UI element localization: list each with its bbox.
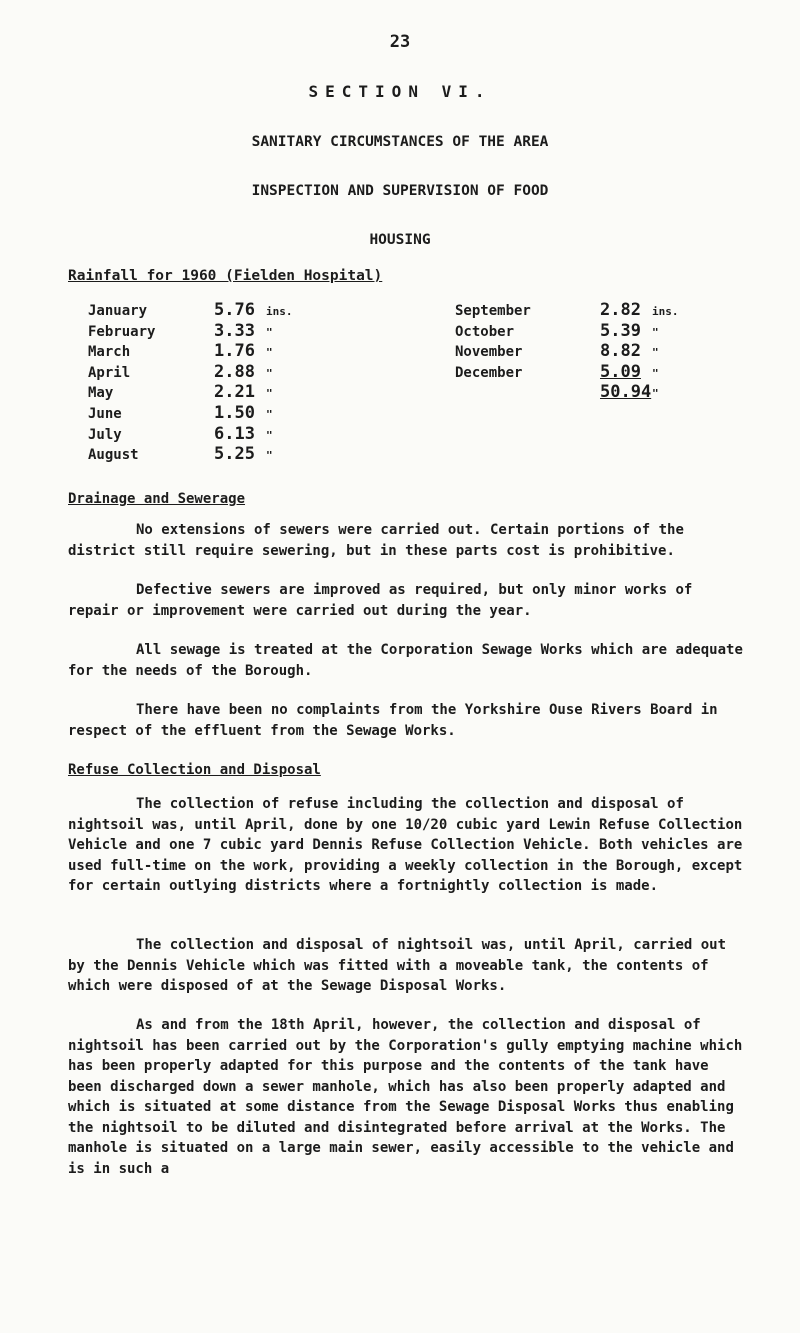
rainfall-unit: " xyxy=(266,428,273,442)
month-label: June xyxy=(88,405,122,422)
rainfall-row xyxy=(88,403,293,424)
rainfall-value: 1.76 xyxy=(214,341,255,362)
rainfall-value: 8.82 xyxy=(600,341,641,362)
rainfall-row xyxy=(455,300,679,321)
rainfall-unit: " xyxy=(266,346,273,360)
rainfall-unit: ins. xyxy=(266,305,293,318)
month-label: March xyxy=(88,344,131,361)
rainfall-unit: " xyxy=(652,346,659,360)
rainfall-table-right xyxy=(455,300,679,403)
rainfall-row xyxy=(455,341,679,362)
rainfall-row xyxy=(88,321,293,342)
rainfall-unit: " xyxy=(652,366,659,380)
rainfall-table-left xyxy=(88,300,293,465)
drainage-paragraph: No extensions of sewers were carried out. Certain portions of the district still require sewering, but in these parts cost is prohibitive. xyxy=(68,522,684,559)
month-label: July xyxy=(88,426,122,443)
refuse-heading: Refuse Collection and Disposal xyxy=(68,762,321,778)
rainfall-row xyxy=(88,362,293,383)
rainfall-value: 5.25 xyxy=(214,444,255,465)
month-label: May xyxy=(88,385,114,402)
drainage-paragraph: Defective sewers are improved as required, but only minor works of repair or improvement were carried out during the year. xyxy=(68,582,693,619)
month-label: October xyxy=(455,323,515,340)
drainage-paragraph: All sewage is treated at the Corporation Sewage Works which are adequate for the needs of the Borough. xyxy=(68,642,743,679)
housing-heading: HOUSING xyxy=(369,232,431,248)
rainfall-value: 3.33 xyxy=(214,320,255,341)
rainfall-total-unit: " xyxy=(652,387,659,401)
rainfall-row xyxy=(455,362,679,383)
rainfall-total-row xyxy=(455,382,679,403)
rainfall-value: 2.88 xyxy=(214,361,255,382)
rainfall-total-value: 50.94 xyxy=(600,382,652,403)
rainfall-row xyxy=(455,321,679,342)
rainfall-value: 2.82 xyxy=(600,300,641,320)
rainfall-row xyxy=(88,444,293,465)
drainage-heading: Drainage and Sewerage xyxy=(68,491,246,507)
month-label: August xyxy=(88,447,139,464)
rainfall-unit: " xyxy=(266,407,273,421)
rainfall-value: 6.13 xyxy=(214,423,255,444)
page-number: 23 xyxy=(389,32,411,52)
section-title: SECTION VI. xyxy=(308,82,492,101)
month-label: November xyxy=(455,344,523,361)
rainfall-heading: Rainfall for 1960 (Fielden Hospital) xyxy=(68,268,383,284)
drainage-paragraph: There have been no complaints from the Yorkshire Ouse Rivers Board in respect of the effluent from the Sewage Works. xyxy=(68,702,718,739)
month-label: December xyxy=(455,364,523,381)
rainfall-unit: " xyxy=(266,366,273,380)
rainfall-value: 5.39 xyxy=(600,320,641,341)
month-label: January xyxy=(88,303,148,319)
month-label: February xyxy=(88,323,156,340)
rainfall-value: 1.50 xyxy=(214,402,255,423)
rainfall-unit: " xyxy=(652,325,659,339)
rainfall-row xyxy=(88,424,293,445)
rainfall-row xyxy=(88,300,293,321)
rainfall-unit: " xyxy=(266,325,273,339)
rainfall-value: 5.76 xyxy=(214,300,255,320)
rainfall-value: 2.21 xyxy=(214,382,255,403)
main-heading: SANITARY CIRCUMSTANCES OF THE AREA xyxy=(251,134,549,150)
month-label: September xyxy=(455,303,531,319)
rainfall-row xyxy=(88,341,293,362)
rainfall-row xyxy=(88,382,293,403)
refuse-paragraph: The collection and disposal of nightsoil was, until April, carried out by the Dennis Vehicle which was fitted with a moveable tank, the contents of which were disposed of at the Sewage Disposal Works. xyxy=(68,937,727,994)
sub-heading: INSPECTION AND SUPERVISION OF FOOD xyxy=(251,183,549,199)
rainfall-unit: ins. xyxy=(652,305,679,318)
refuse-paragraph: As and from the 18th April, however, the collection and disposal of nightsoil has been carried out by the Corporation's gully emptying machine which has been properly adapted for this purpose and the contents of the tank have been discharged down a sewer manhole, which has also been properly adapted and which is situated at some distance from the Sewage Disposal Works thus enabling the nightsoil to be diluted and disintegrated before arrival at the Works. The manhole is situated on a large main sewer, easily accessible to the vehicle and is in such a xyxy=(68,1017,743,1177)
rainfall-unit: " xyxy=(266,449,273,463)
month-label: April xyxy=(88,364,131,381)
rainfall-value: 5.09 xyxy=(600,361,641,382)
refuse-paragraph: The collection of refuse including the collection and disposal of nightsoil was, until April, done by one 10/20 cubic yard Lewin Refuse Collection Vehicle and one 7 cubic yard Dennis Refuse Collection Vehicle. Both vehicles are used full-time on the work, providing a weekly collection in the Borough, except for certain outlying districts where a fortnightly collection is made. xyxy=(68,796,743,894)
rainfall-unit: " xyxy=(266,387,273,401)
